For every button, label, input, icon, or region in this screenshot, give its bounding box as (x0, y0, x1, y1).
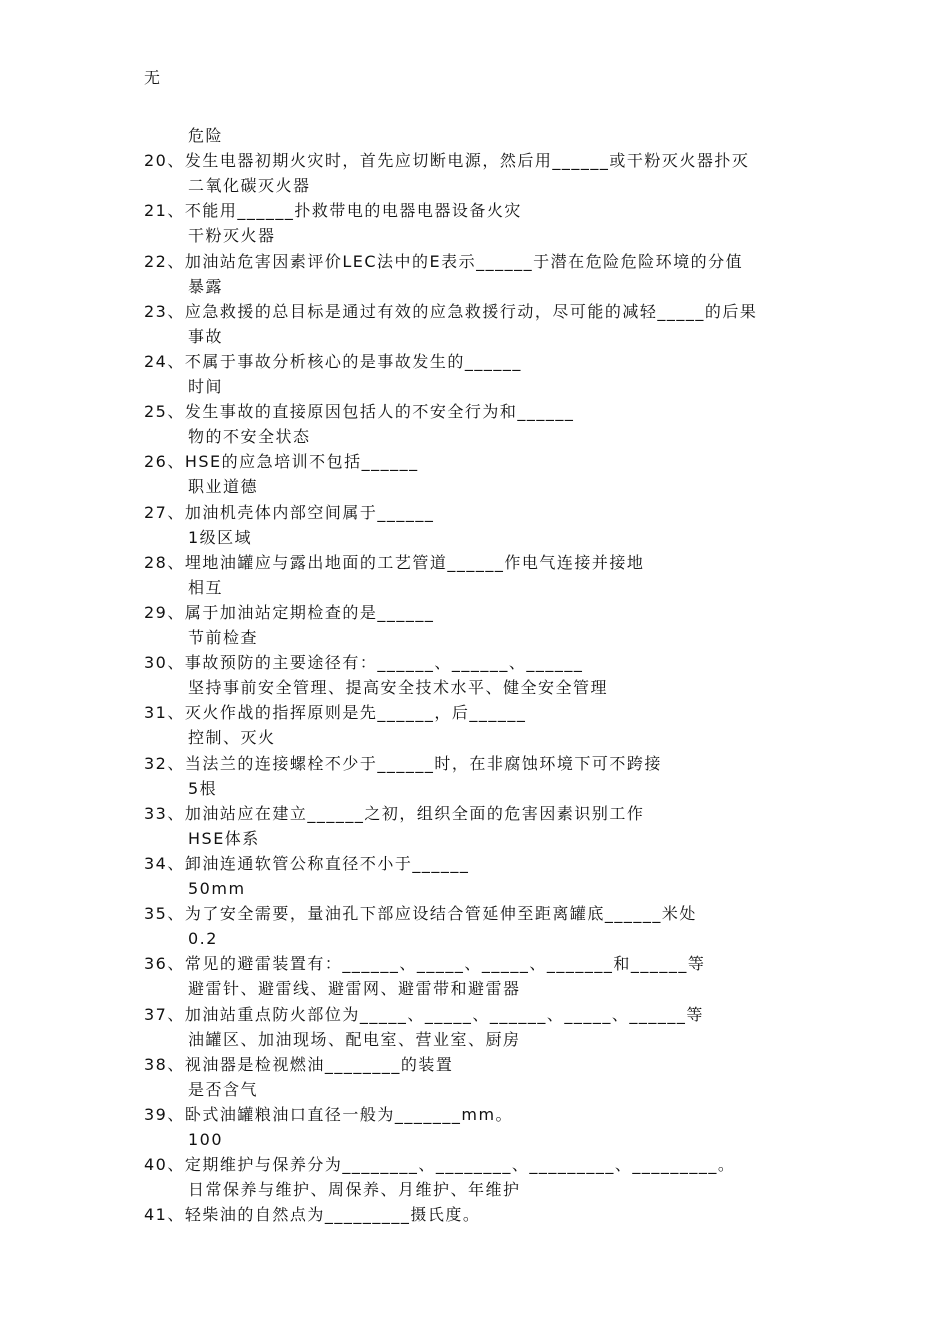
answer-line: HSE体系 (188, 828, 260, 848)
question-line: 20、发生电器初期火灾时，首先应切断电源，然后用______或干粉灭火器扑灭 (144, 151, 750, 171)
answer-line: 干粉灭火器 (188, 226, 276, 246)
answer-line: 二氧化碳灭火器 (188, 176, 311, 196)
answer-line: 0.2 (188, 929, 218, 949)
question-line: 39、卧式油罐粮油口直径一般为_______mm。 (144, 1104, 514, 1124)
question-line: 35、为了安全需要，量油孔下部应设结合管延伸至距离罐底______米处 (144, 904, 697, 924)
question-line: 36、常见的避雷装置有：______、_____、_____、_______和______等 (144, 954, 706, 974)
answer-line: 100 (188, 1130, 224, 1149)
answer-line: 日常保养与维护、周保养、月维护、年维护 (188, 1180, 521, 1200)
question-line: 38、视油器是检视燃油________的装置 (144, 1054, 454, 1074)
answer-line: 是否含气 (188, 1079, 259, 1099)
answer-line: 危险 (188, 126, 224, 145)
question-line: 27、加油机壳体内部空间属于______ (144, 502, 435, 522)
answer-line: 5根 (188, 778, 218, 798)
answer-line: 时间 (188, 377, 224, 396)
answer-line: 50mm (188, 879, 246, 898)
answer-line: 事故 (188, 326, 224, 346)
answer-line: 1级区域 (188, 527, 253, 547)
question-line: 32、当法兰的连接螺栓不少于______时，在非腐蚀环境下可不跨接 (144, 753, 662, 773)
answer-line: 油罐区、加油现场、配电室、营业室、厨房 (188, 1029, 521, 1049)
question-line: 41、轻柴油的自然点为_________摄氏度。 (144, 1205, 481, 1225)
question-line: 34、卸油连通软管公称直径不小于______ (144, 853, 470, 873)
question-line: 30、事故预防的主要途径有：______、______、______ (144, 653, 584, 673)
question-line: 40、定期维护与保养分为________、________、_________、_________。 (144, 1155, 736, 1175)
answer-line: 坚持事前安全管理、提高安全技术水平、健全安全管理 (188, 678, 609, 698)
question-line: 37、加油站重点防火部位为_____、_____、______、_____、______等 (144, 1004, 704, 1024)
page-header: 无 (144, 68, 162, 87)
question-line: 29、属于加油站定期检查的是______ (144, 602, 435, 622)
answer-line: 暴露 (188, 276, 224, 296)
question-line: 23、应急救援的总目标是通过有效的应急救援行动，尽可能的减轻_____的后果 (144, 301, 758, 321)
answer-line: 避雷针、避雷线、避雷网、避雷带和避雷器 (188, 979, 521, 999)
question-line: 21、不能用______扑救带电的电器电器设备火灾 (144, 201, 522, 221)
question-line: 26、HSE的应急培训不包括______ (144, 452, 419, 472)
answer-line: 职业道德 (188, 477, 259, 497)
answer-line: 相互 (188, 577, 224, 597)
answer-line: 节前检查 (188, 628, 259, 647)
question-line: 25、发生事故的直接原因包括人的不安全行为和______ (144, 402, 575, 422)
answer-line: 物的不安全状态 (188, 427, 311, 447)
question-line: 28、埋地油罐应与露出地面的工艺管道______作电气连接并接地 (144, 552, 645, 572)
question-line: 33、加油站应在建立______之初，组织全面的危害因素识别工作 (144, 803, 645, 823)
answer-line: 控制、灭火 (188, 728, 276, 748)
question-line: 31、灭火作战的指挥原则是先______，后______ (144, 703, 527, 723)
question-line: 22、加油站危害因素评价LEC法中的E表示______于潜在危险危险环境的分值 (144, 251, 744, 271)
question-line: 24、不属于事故分析核心的是事故发生的______ (144, 351, 522, 371)
